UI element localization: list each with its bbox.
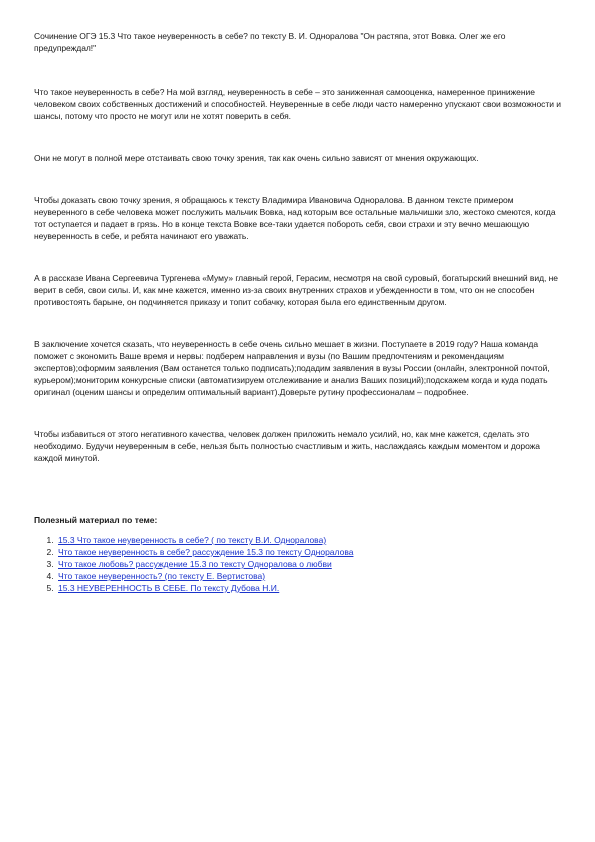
list-item bbox=[56, 534, 564, 546]
paragraph-opinion-dependence: Они не могут в полной мере отстаивать свою точку зрения, так как очень сильно зависят от мнения окружающих. bbox=[34, 153, 479, 163]
paragraph-final: Чтобы избавиться от этого негативного качества, человек должен приложить немало усилий, но, как мне кажется, сделать это необходимо. Будучи неуверенным в себе, нельзя быть полностью счастливым и жить, наслаждаясь каждым моментом и дорожа каждой минутой. bbox=[34, 429, 540, 463]
document-page bbox=[34, 30, 564, 594]
paragraph-argument-odnoralov: Чтобы доказать свою точку зрения, я обращаюсь к тексту Владимира Ивановича Одноралова. В данном тексте примером неуверенного в себе человека может послужить мальчик Вовка, над которым все остальные мальчишки зло, жестоко смеются, когда тот оступается и падает в грязь. Но в конце текста Вовке все-таки удается побороть себя, свои страхи и эту вечно мешающую неуверенность в себе, и ребята начинают его уважать. bbox=[34, 195, 556, 241]
list-item bbox=[56, 546, 564, 558]
list-item bbox=[56, 558, 564, 570]
paragraph-conclusion-ad: В заключение хочется сказать, что неуверенность в себе очень сильно мешает в жизни. Поступаете в 2019 году? Наша команда поможет с экономить Ваше время и нервы: подберем направления и вузы (по Вашим предпочтениям и рекомендациям экспертов);оформим заявления (Вам останется только подписать);подадим заявления в вузы России (онлайн, электронной почтой, курьером);мониторим конкурсные списки (автоматизируем отслеживание и анализ Ваших позиций);подскажем когда и куда подать оригинал (оценим шансы и определим оптимальный вариант).Доверьте рутину профессионалам – подробнее. bbox=[34, 339, 550, 397]
link-item-4[interactable]: Что такое неуверенность? (по тексту Е. Вертистова) bbox=[58, 571, 266, 581]
link-item-3[interactable]: Что такое любовь? рассуждение 15.3 по тексту Одноралова о любви bbox=[58, 559, 332, 569]
paragraph-definition: Что такое неуверенность в себе? На мой взгляд, неуверенность в себе – это заниженная самооценка, намеренное принижение человеком своих собственных достижений и способностей. Неуверенные в себе люди часто намеренно упускают свои возможности и шансы, потому что просто не могут или не хотят поверить в себя. bbox=[34, 87, 561, 121]
useful-links-list bbox=[34, 534, 564, 594]
link-item-5[interactable]: 15.3 НЕУВЕРЕННОСТЬ В СЕБЕ. По тексту Дубова Н.И. bbox=[58, 583, 280, 593]
useful-materials-heading: Полезный материал по теме: bbox=[34, 515, 158, 525]
paragraph-argument-turgenev: А в рассказе Ивана Сергеевича Тургенева «Муму» главный герой, Герасим, несмотря на свой суровый, богатырский внешний вид, не верит в себя, свои силы. И, как мне кажется, именно из-за своих внутренних страхов и убежденности в том, что он не способен противостоять барыне, он подчиняется приказу и топит собачку, которая была его единственным другом. bbox=[34, 273, 558, 307]
link-item-2[interactable]: Что такое неуверенность в себе? рассуждение 15.3 по тексту Одноралова bbox=[58, 547, 354, 557]
link-item-1[interactable]: 15.3 Что такое неуверенность в себе? ( по тексту В.И. Одноралова) bbox=[58, 535, 327, 545]
document-title: Сочинение ОГЭ 15.3 Что такое неуверенность в себе? по тексту В. И. Одноралова "Он растяпа, этот Вовка. Олег же его предупреждал!" bbox=[34, 31, 506, 53]
list-item bbox=[56, 582, 564, 594]
list-item bbox=[56, 570, 564, 582]
